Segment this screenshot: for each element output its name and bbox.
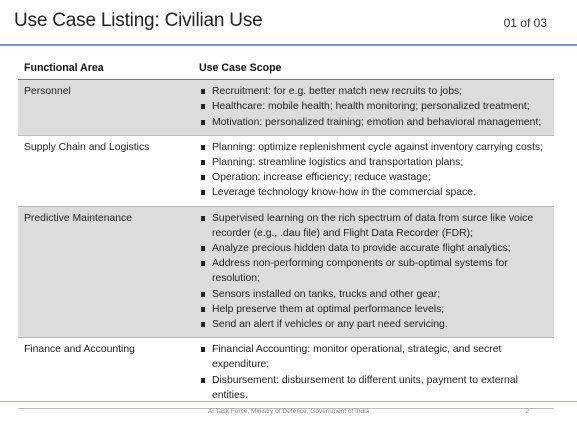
use-case-table bbox=[18, 58, 554, 409]
list-item: Sensors installed on tanks, trucks and other gear; bbox=[199, 287, 548, 302]
list-item: Send an alert if vehicles or any part need servicing. bbox=[199, 317, 548, 332]
functional-area-cell: Personnel bbox=[18, 80, 193, 136]
list-item: Supervised learning on the rich spectrum of data from surce like voice recorder (e.g., .dau file) and Flight Data Recorder (FDR); bbox=[199, 211, 548, 241]
footer-page-number: 2 bbox=[525, 408, 529, 415]
page-count: 01 of 03 bbox=[503, 16, 547, 30]
list-item: Healthcare: mobile health; health monitoring; personalized treatment; bbox=[199, 99, 548, 114]
list-item: Analyze precious hidden data to provide accurate flight analytics; bbox=[199, 241, 548, 256]
use-case-scope-cell bbox=[193, 135, 554, 206]
scope-list bbox=[199, 211, 548, 333]
use-case-scope-cell bbox=[193, 338, 554, 409]
use-case-scope-cell bbox=[193, 206, 554, 338]
list-item: Recruitment: for e.g. better match new recruits to jobs; bbox=[199, 84, 548, 99]
functional-area-cell: Supply Chain and Logistics bbox=[24, 141, 150, 153]
table-row bbox=[18, 80, 554, 136]
table-header-row bbox=[18, 58, 554, 80]
list-item: Motivation: personalized training; emotion and behavioral management; bbox=[199, 115, 548, 130]
list-item: Address non-performing components or sub-optimal systems for resolution; bbox=[199, 256, 548, 286]
list-item: Financial Accounting: monitor operational, strategic, and secret expenditure; bbox=[199, 342, 548, 372]
header-functional-area: Functional Area bbox=[18, 58, 193, 80]
scope-list bbox=[199, 140, 548, 201]
list-item: Planning: optimize replenishment cycle against inventory carrying costs; bbox=[199, 140, 548, 155]
header-use-case-scope: Use Case Scope bbox=[193, 58, 554, 80]
table-row bbox=[18, 338, 554, 409]
table-row bbox=[18, 206, 554, 338]
list-item: Help preserve them at optimal performance levels; bbox=[199, 302, 548, 317]
list-item: Operation: increase efficiency; reduce wastage; bbox=[199, 170, 548, 185]
footer-text: AI Task Force, Ministry of Defence, Government of India bbox=[207, 408, 370, 415]
table-row bbox=[18, 135, 554, 206]
title-divider bbox=[0, 44, 577, 46]
list-item: Leverage technology know-how in the commercial space. bbox=[199, 185, 548, 200]
functional-area-cell: Predictive Maintenance bbox=[18, 206, 193, 338]
footer-divider bbox=[0, 401, 577, 402]
list-item: Disbursement: disbursement to different units, payment to external entities. bbox=[199, 373, 548, 403]
scope-list bbox=[199, 342, 548, 403]
list-item: Planning: streamline logistics and transportation plans; bbox=[199, 155, 548, 170]
scope-list bbox=[199, 84, 548, 130]
use-case-scope-cell bbox=[193, 80, 554, 136]
functional-area-cell: Finance and Accounting bbox=[24, 344, 135, 356]
slide-title: Use Case Listing: Civilian Use bbox=[14, 10, 263, 31]
